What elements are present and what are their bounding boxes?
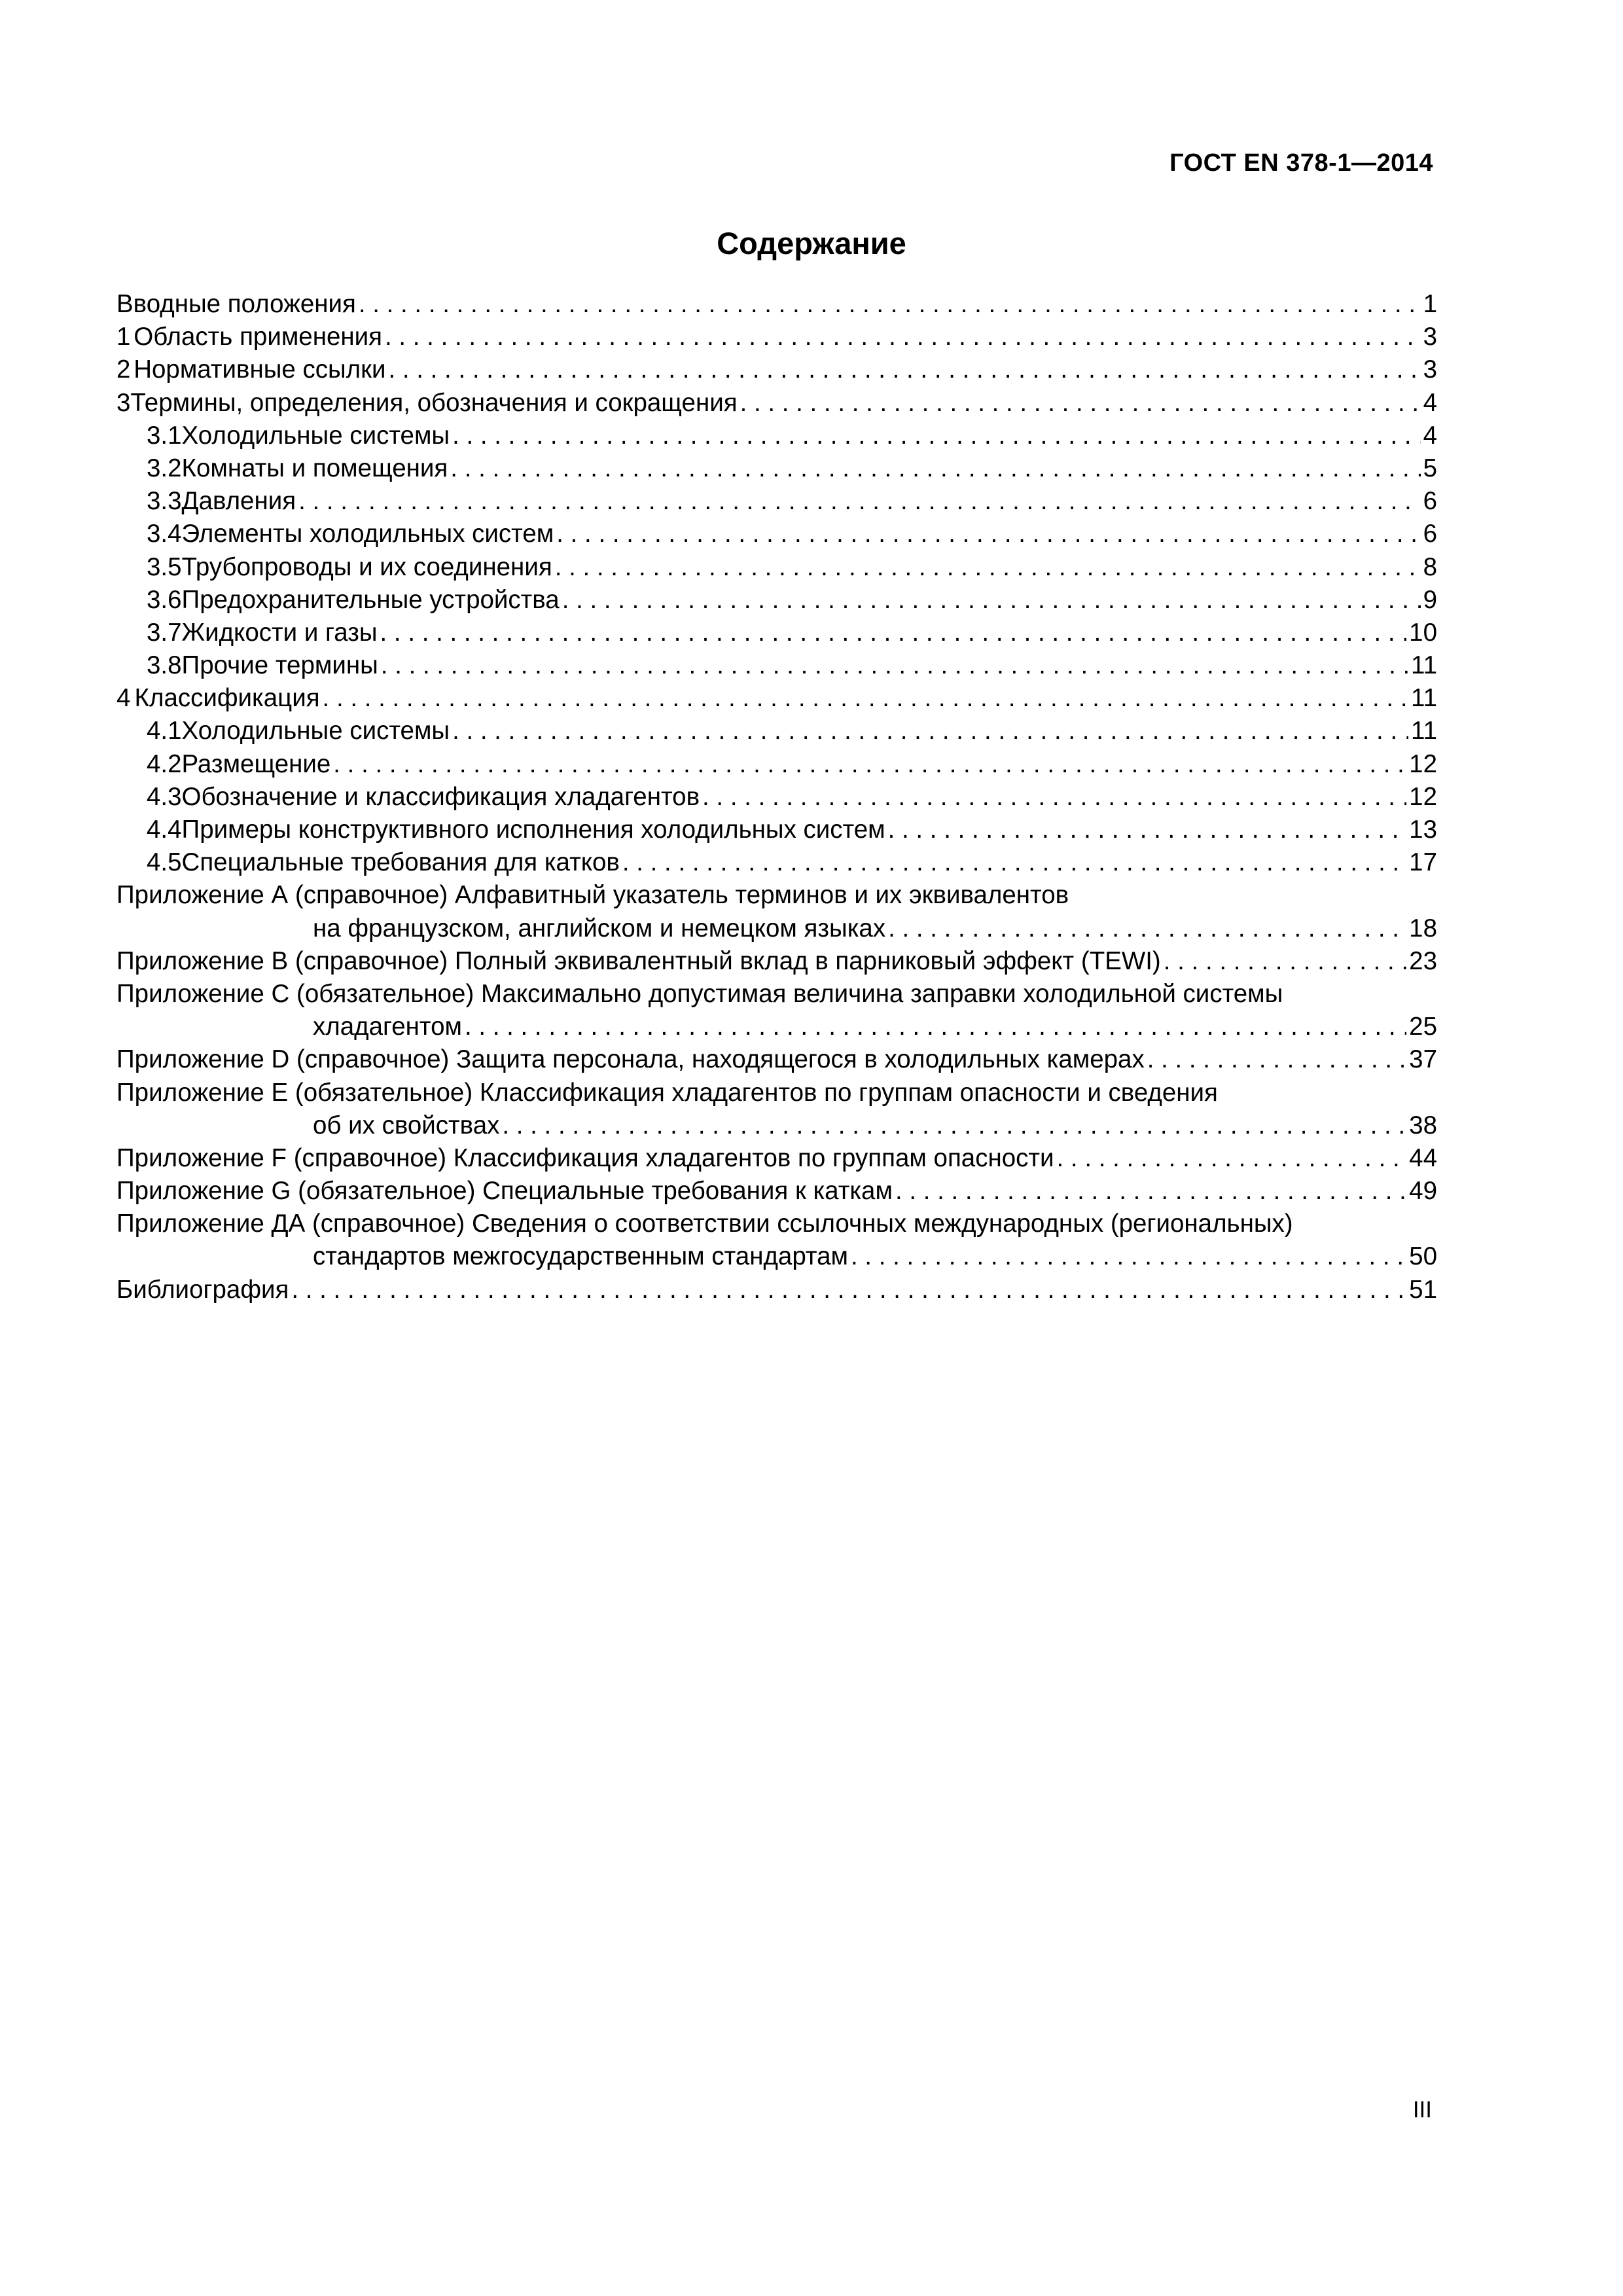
toc-entry-text: Жидкости и газы (181, 618, 378, 647)
toc-entry-annex-a[interactable] (116, 879, 1437, 912)
toc-entry-page: 3 (1423, 355, 1437, 384)
toc-entry-number: 3.4 (147, 520, 182, 548)
toc-entry-text: Примеры конструктивного исполнения холодильных систем (181, 816, 885, 844)
toc-entry-text: хладагентом (313, 1013, 462, 1041)
dot-leader (555, 551, 1421, 584)
toc-entry-page: 3 (1423, 323, 1437, 351)
toc-entry-section-3-2[interactable] (116, 452, 1437, 485)
dot-leader (333, 748, 1406, 781)
toc-entry-number: 3.3 (147, 487, 182, 516)
dot-leader (740, 387, 1421, 420)
toc-entry-page: 25 (1409, 1013, 1437, 1041)
toc-entry-page: 37 (1409, 1045, 1437, 1074)
toc-entry-text: Приложение ДА (справочное) Сведения о соответствии ссылочных международных (региональных) (116, 1210, 1293, 1238)
dot-leader (888, 912, 1406, 945)
dot-leader (323, 682, 1408, 715)
toc-entry-page: 12 (1409, 749, 1437, 778)
dot-leader (556, 518, 1420, 550)
toc-entry-page: 10 (1409, 618, 1437, 647)
toc-entry-text: Приложение А (справочное) Алфавитный указатель терминов и их эквивалентов (116, 881, 1069, 910)
dot-leader (851, 1240, 1406, 1273)
toc-entry-section-3-6[interactable] (116, 584, 1437, 617)
toc-entry-text: Приложение F (справочное) Классификация хладагентов по группам опасности (116, 1143, 1054, 1172)
toc-entry-section-3-8[interactable] (116, 649, 1437, 682)
dot-leader (502, 1109, 1406, 1142)
dot-leader (359, 288, 1421, 321)
toc-entry-annex-da[interactable] (116, 1208, 1437, 1240)
toc-entry-number: 4.3 (147, 782, 182, 811)
toc-entry-annex-a-cont[interactable] (116, 912, 1437, 945)
dot-leader (562, 584, 1421, 617)
toc-entry-number: 2 (116, 355, 131, 384)
dot-leader (465, 1011, 1406, 1043)
dot-leader (385, 321, 1421, 353)
toc-entry-text: Приложение Е (обязательное) Классификация хладагентов по группам опасности и сведения (116, 1078, 1218, 1107)
toc-entry-text: Прочие термины (181, 651, 378, 680)
toc-entry-text: Классификация (134, 684, 320, 713)
toc-entry-text: Предохранительные устройства (181, 585, 560, 614)
toc-entry-page: 12 (1409, 782, 1437, 811)
toc-entry-annex-b[interactable] (116, 945, 1437, 978)
toc-entry-page: 11 (1411, 651, 1437, 680)
dot-leader (291, 1274, 1406, 1306)
toc-entry-page: 18 (1409, 914, 1437, 942)
document-number: ГОСТ EN 378-1—2014 (1169, 149, 1433, 177)
toc-entry-section-3-5[interactable] (116, 551, 1437, 584)
toc-entry-section-4-4[interactable] (116, 814, 1437, 846)
toc-entry-text: Трубопроводы и их соединения (181, 552, 552, 581)
page-number: III (1412, 2097, 1432, 2123)
toc-title: Содержание (717, 226, 906, 260)
table-of-contents (116, 288, 1437, 1306)
toc-entry-page: 4 (1423, 421, 1437, 450)
toc-entry-text: Нормативные ссылки (134, 355, 386, 384)
toc-entry-annex-c[interactable] (116, 978, 1437, 1011)
toc-entry-annex-c-cont[interactable] (116, 1011, 1437, 1043)
toc-entry-section-3[interactable] (116, 387, 1437, 420)
toc-entry-text: Приложение С (обязательное) Максимально допустимая величина заправки холодильной системы (116, 979, 1283, 1008)
toc-entry-text: Давления (181, 487, 296, 516)
toc-entry-number: 4.4 (147, 816, 182, 844)
dot-leader (702, 781, 1406, 814)
toc-entry-introduction[interactable] (116, 288, 1437, 321)
toc-entry-page: 49 (1409, 1177, 1437, 1206)
toc-entry-section-4-1[interactable] (116, 715, 1437, 747)
toc-entry-text: Размещение (181, 749, 331, 778)
toc-entry-text: Приложение D (справочное) Защита персонала, находящегося в холодильных камерах (116, 1045, 1145, 1074)
toc-entry-page: 6 (1423, 487, 1437, 516)
dot-leader (298, 485, 1420, 518)
toc-entry-text: Элементы холодильных систем (181, 520, 554, 548)
toc-entry-section-4[interactable] (116, 682, 1437, 715)
toc-entry-text: на французском, английском и немецком языках (313, 914, 886, 942)
toc-entry-section-3-3[interactable] (116, 485, 1437, 518)
toc-entry-page: 11 (1411, 684, 1437, 713)
toc-entry-annex-f[interactable] (116, 1142, 1437, 1175)
toc-entry-number: 4 (116, 684, 131, 713)
toc-entry-text: Приложение G (обязательное) Специальные требования к каткам (116, 1177, 893, 1206)
toc-entry-number: 3.1 (147, 421, 182, 450)
toc-entry-section-4-5[interactable] (116, 846, 1437, 879)
toc-entry-page: 1 (1423, 290, 1437, 318)
dot-leader (450, 452, 1420, 485)
dot-leader (1164, 945, 1406, 978)
toc-entry-page: 50 (1409, 1242, 1437, 1271)
toc-entry-number: 3.6 (147, 585, 182, 614)
toc-entry-number: 4.1 (147, 717, 182, 745)
toc-entry-section-4-2[interactable] (116, 748, 1437, 781)
toc-entry-page: 23 (1409, 946, 1437, 975)
dot-leader (895, 1175, 1406, 1208)
toc-entry-page: 8 (1423, 552, 1437, 581)
dot-leader (1057, 1142, 1407, 1175)
toc-entry-page: 11 (1411, 717, 1437, 745)
dot-leader (388, 353, 1420, 386)
toc-entry-page: 38 (1409, 1111, 1437, 1139)
toc-entry-number: 4.5 (147, 848, 182, 877)
toc-entry-annex-e-cont[interactable] (116, 1109, 1437, 1142)
dot-leader (452, 715, 1408, 747)
toc-entry-number: 3 (116, 388, 131, 417)
toc-entry-bibliography[interactable] (116, 1274, 1437, 1306)
dot-leader (1147, 1043, 1406, 1076)
toc-entry-text: Специальные требования для катков (181, 848, 620, 877)
toc-entry-page: 17 (1409, 848, 1437, 877)
toc-entry-number: 3.2 (147, 454, 182, 482)
toc-entry-text: об их свойствах (313, 1111, 500, 1139)
toc-entry-text: Холодильные системы (181, 717, 450, 745)
toc-entry-text: Холодильные системы (181, 421, 450, 450)
toc-entry-section-3-1[interactable] (116, 420, 1437, 452)
toc-entry-text: Вводные положения (116, 290, 356, 318)
dot-leader (380, 617, 1407, 649)
toc-entry-section-4-3[interactable] (116, 781, 1437, 814)
dot-leader (622, 846, 1406, 879)
toc-entry-text: стандартов межгосударственным стандартам (313, 1242, 848, 1271)
toc-entry-page: 51 (1409, 1275, 1437, 1304)
toc-entry-text: Обозначение и классификация хладагентов (181, 782, 700, 811)
toc-entry-number: 1 (116, 323, 131, 351)
toc-entry-text: Область применения (134, 323, 382, 351)
toc-entry-section-1[interactable] (116, 321, 1437, 353)
toc-entry-number: 3.8 (147, 651, 182, 680)
toc-entry-text: Приложение В (справочное) Полный эквивалентный вклад в парниковый эффект (TEWI) (116, 946, 1161, 975)
toc-entry-section-3-4[interactable] (116, 518, 1437, 550)
toc-entry-page: 5 (1423, 454, 1437, 482)
toc-entry-number: 3.7 (147, 618, 182, 647)
toc-entry-page: 13 (1409, 816, 1437, 844)
dot-leader (452, 420, 1420, 452)
toc-entry-page: 9 (1423, 585, 1437, 614)
toc-entry-text: Комнаты и помещения (181, 454, 448, 482)
toc-entry-page: 4 (1423, 388, 1437, 417)
toc-entry-page: 6 (1423, 520, 1437, 548)
toc-entry-section-3-7[interactable] (116, 617, 1437, 649)
toc-entry-page: 44 (1409, 1143, 1437, 1172)
dot-leader (381, 649, 1408, 682)
toc-entry-annex-e[interactable] (116, 1077, 1437, 1109)
toc-entry-annex-da-cont[interactable] (116, 1240, 1437, 1273)
toc-entry-text: Библиография (116, 1275, 289, 1304)
toc-entry-section-2[interactable] (116, 353, 1437, 386)
dot-leader (888, 814, 1407, 846)
toc-entry-number: 3.5 (147, 552, 182, 581)
toc-entry-number: 4.2 (147, 749, 182, 778)
toc-entry-text: Термины, определения, обозначения и сокращения (130, 388, 738, 417)
toc-entry-annex-g[interactable] (116, 1175, 1437, 1208)
toc-entry-annex-d[interactable] (116, 1043, 1437, 1076)
